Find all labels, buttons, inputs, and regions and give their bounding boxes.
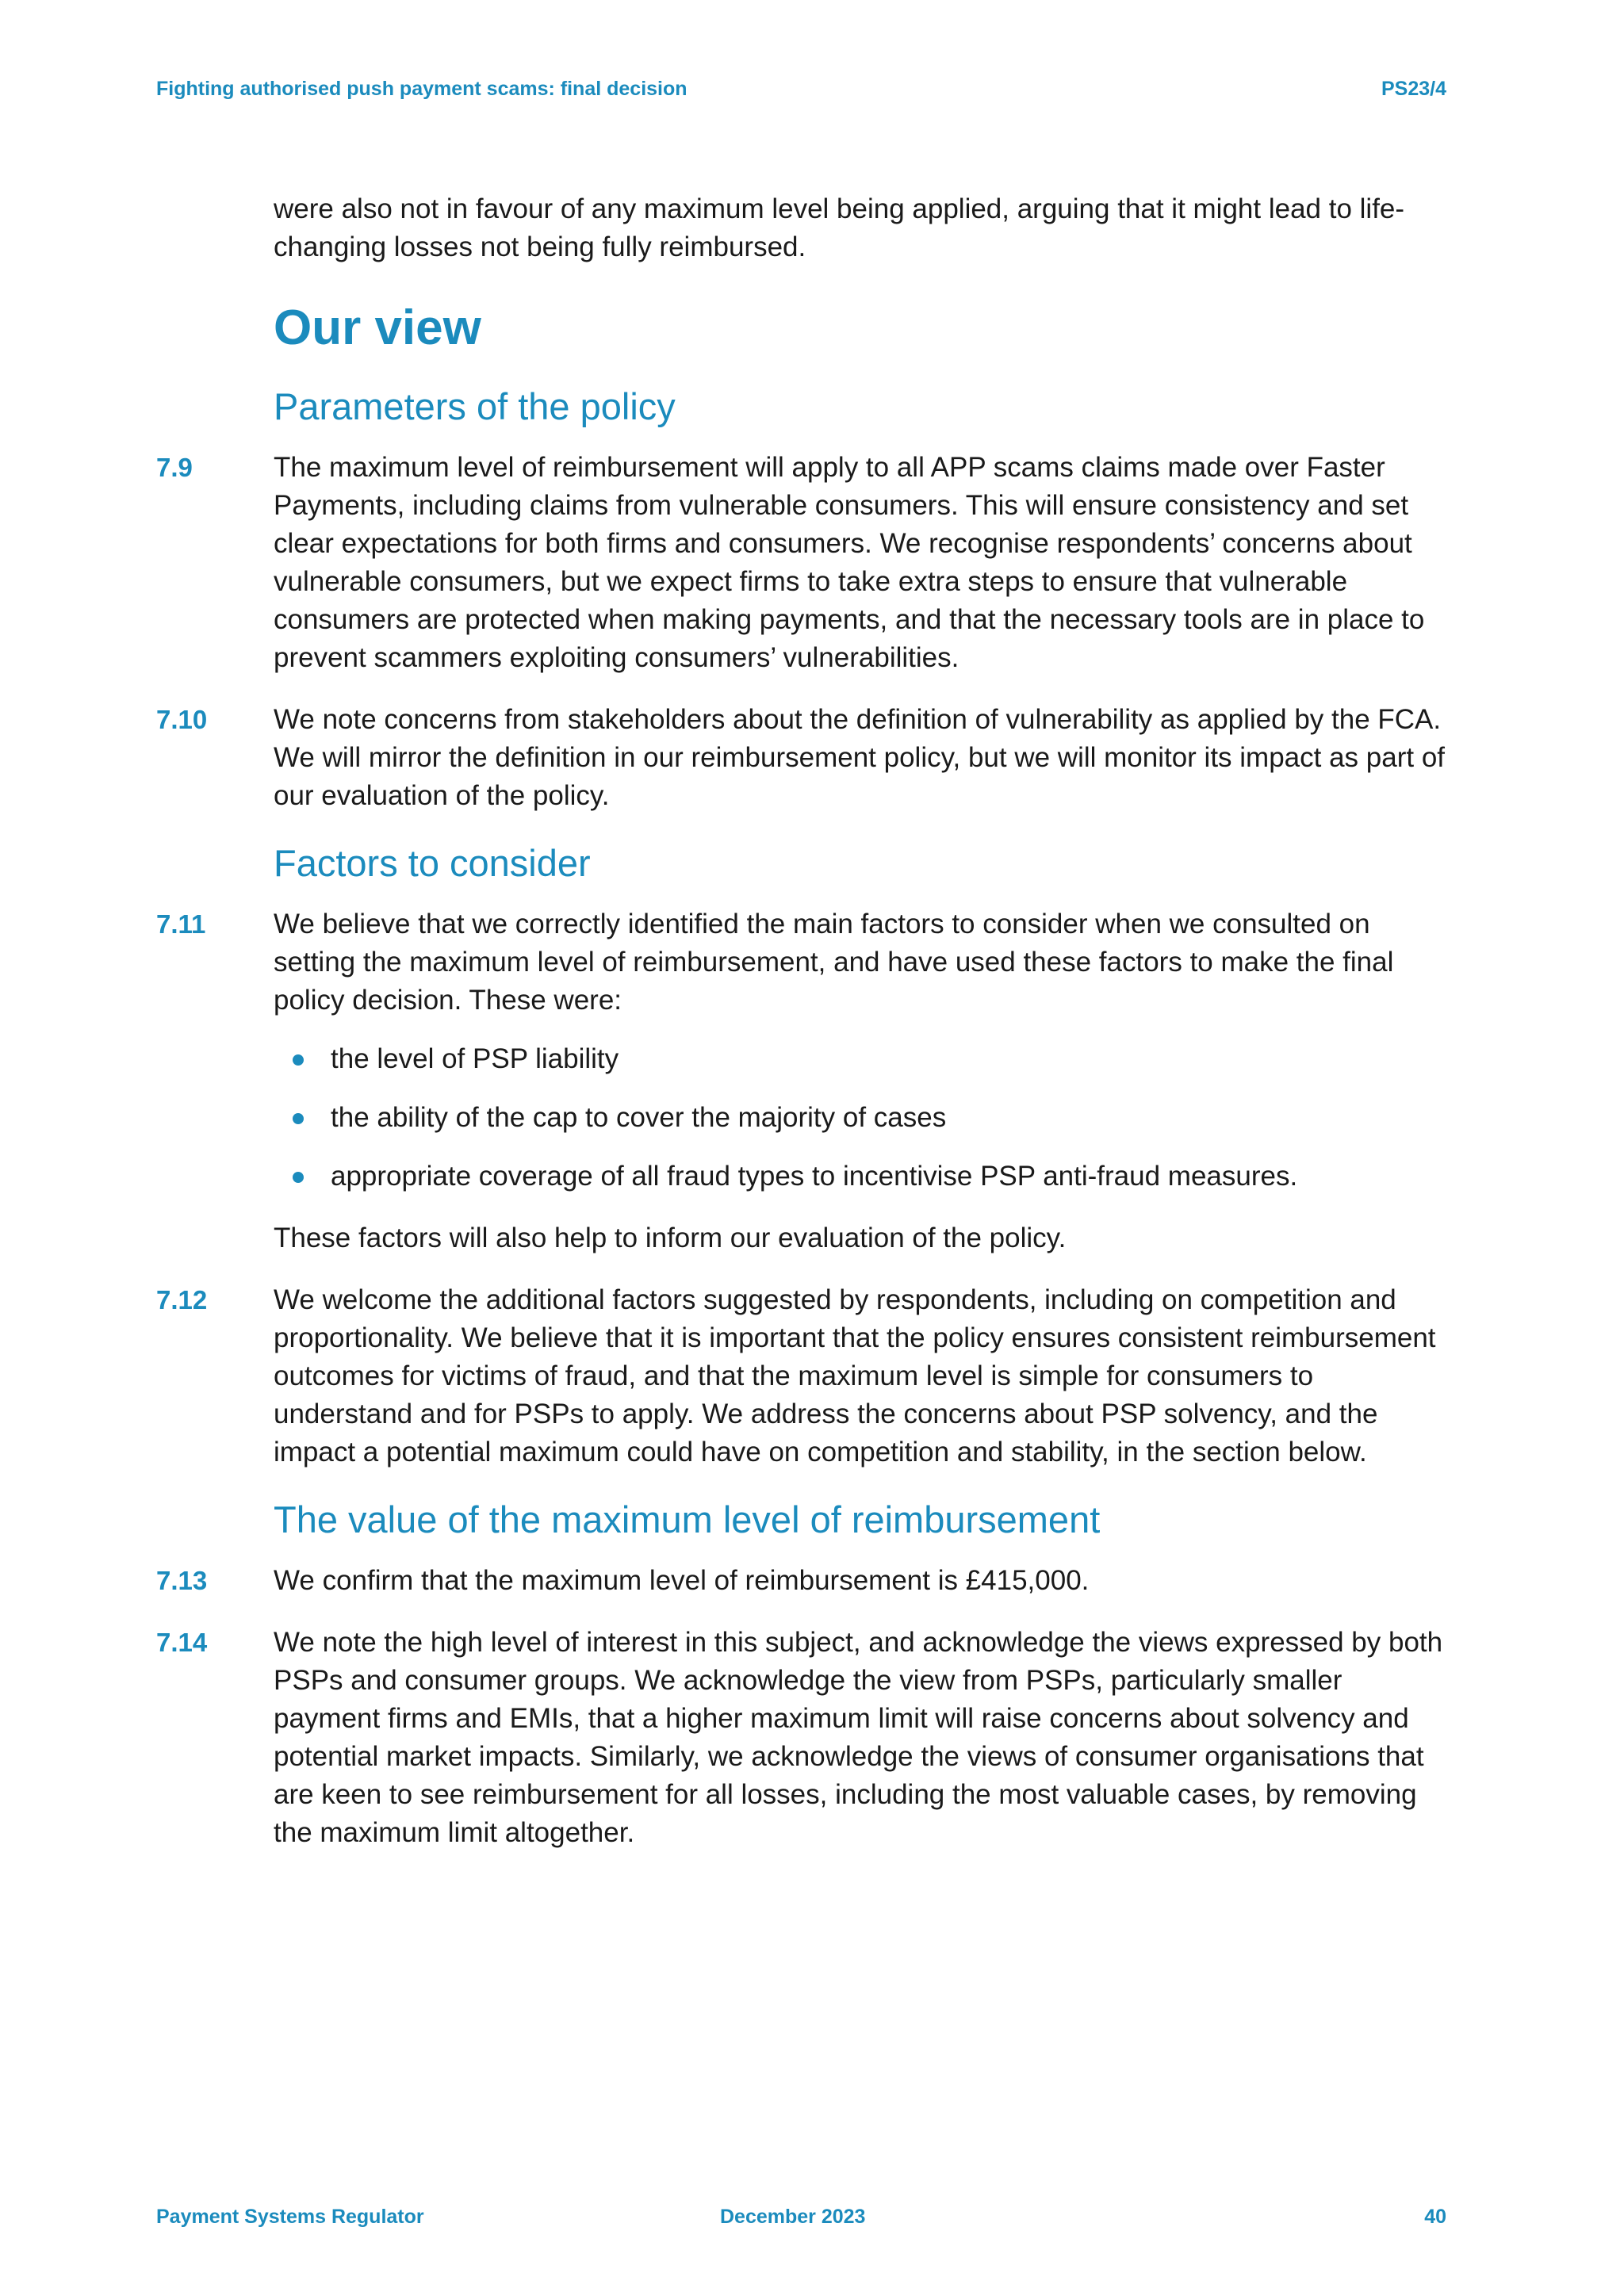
paragraph-number: 7.9 bbox=[156, 453, 193, 482]
page-content bbox=[156, 190, 1449, 1876]
factor-list bbox=[274, 1040, 1451, 1196]
paragraph-number: 7.10 bbox=[156, 705, 208, 734]
paragraph-text: We welcome the additional factors suggested by respondents, including on competition and proportionality. We believe that it is important that the policy ensures consistent reimbursement outcomes for victims of fraud, and that the maximum level is simple for consumers to understand and for PSPs to apply. We address the concerns about PSP solvency, and the impact a potential maximum could have on competition and stability, in the section below. bbox=[274, 1284, 1436, 1468]
subheading-value: The value of the maximum level of reimbursement bbox=[274, 1498, 1101, 1540]
paragraph-text: The maximum level of reimbursement will apply to all APP scams claims made over Faster Payments, including claims from vulnerable consumers. This will ensure consistency and set clear expectations for both firms and consumers. We recognise respondents’ concerns about vulnerable consumers, but we expect firms to take extra steps to ensure that vulnerable consumers are protected when making payments, and that the necessary tools are in place to prevent scammers exploiting consumers’ vulnerabilities. bbox=[274, 452, 1425, 673]
section-heading-our-view: Our view bbox=[274, 300, 481, 355]
paragraph-7-11 bbox=[156, 905, 1449, 1196]
subheading-factors: Factors to consider bbox=[274, 842, 591, 884]
paragraph-7-9 bbox=[156, 449, 1449, 677]
bullet-icon bbox=[293, 1113, 304, 1124]
list-item: the ability of the cap to cover the majority of cases bbox=[274, 1099, 1451, 1137]
list-item: the level of PSP liability bbox=[274, 1040, 1451, 1078]
page-footer bbox=[156, 2206, 1446, 2237]
intro-paragraph: were also not in favour of any maximum level being applied, arguing that it might lead to life-changing losses not being fully reimbursed. bbox=[274, 193, 1405, 262]
document-reference: PS23/4 bbox=[1381, 78, 1446, 100]
footer-date: December 2023 bbox=[720, 2206, 866, 2228]
paragraph-number: 7.11 bbox=[156, 909, 206, 939]
paragraph-7-12 bbox=[156, 1281, 1449, 1471]
paragraph-text: We note the high level of interest in this subject, and acknowledge the views expressed by both PSPs and consumer groups. We acknowledge the view from PSPs, particularly smaller payment firms and EMIs, that a higher maximum limit will raise concerns about solvency and potential market impacts. Similarly, we acknowledge the views of consumer organisations that are keen to see reimbursement for all losses, including the most valuable cases, by removing the maximum limit altogether. bbox=[274, 1627, 1443, 1848]
paragraph-7-14 bbox=[156, 1624, 1449, 1852]
paragraph-text: We confirm that the maximum level of reimbursement is £415,000. bbox=[274, 1565, 1090, 1596]
page-number: 40 bbox=[1424, 2206, 1446, 2228]
paragraph-number: 7.12 bbox=[156, 1285, 208, 1314]
paragraph-text: We note concerns from stakeholders about the definition of vulnerability as applied by the FCA. We will mirror the definition in our reimbursement policy, but we will monitor its impact as part of our evaluation of the policy. bbox=[274, 704, 1446, 811]
paragraph-text bbox=[274, 905, 1451, 1196]
paragraph-text-lead: We believe that we correctly identified the main factors to consider when we consulted on setting the maximum level of reimbursement, and have used these factors to make the final policy decision. These were: bbox=[274, 909, 1394, 1016]
page-header bbox=[156, 78, 1446, 109]
list-item: appropriate coverage of all fraud types to incentivise PSP anti-fraud measures. bbox=[274, 1158, 1451, 1196]
paragraph-number: 7.14 bbox=[156, 1628, 208, 1657]
footer-organisation: Payment Systems Regulator bbox=[156, 2206, 424, 2228]
bullet-icon bbox=[293, 1172, 304, 1183]
paragraph-7-13 bbox=[156, 1562, 1449, 1600]
document-title: Fighting authorised push payment scams: final decision bbox=[156, 78, 688, 100]
bullet-icon bbox=[293, 1054, 304, 1066]
paragraph-7-10 bbox=[156, 701, 1449, 815]
subheading-parameters: Parameters of the policy bbox=[274, 385, 676, 427]
paragraph-number: 7.13 bbox=[156, 1566, 208, 1595]
factors-note: These factors will also help to inform our evaluation of the policy. bbox=[274, 1223, 1067, 1253]
